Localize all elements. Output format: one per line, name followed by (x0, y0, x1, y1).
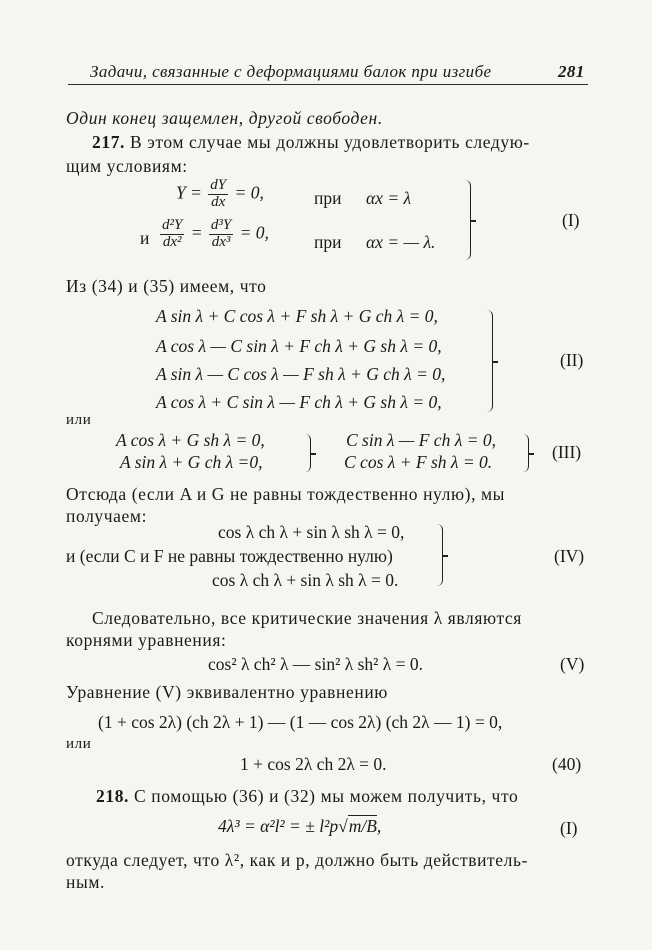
brace-eq-III-right (522, 434, 529, 472)
eq-IV-row1: cos λ ch λ + sin λ sh λ = 0, (218, 522, 405, 542)
equation-I-row1 (176, 178, 264, 211)
label-eq-I-second: (I) (560, 818, 578, 838)
sqrt-argument: m/B (348, 816, 377, 836)
eq-I-row1-cond: αx = λ (366, 188, 412, 208)
label-eq-40: (40) (552, 754, 582, 774)
eq-III-left-row2: A sin λ + G ch λ =0, (120, 452, 263, 472)
text-or-1: или (66, 412, 92, 428)
eq-I-row1-rhs: = 0, (234, 182, 264, 203)
eq-II-row4: A cos λ + C sin λ — F ch λ + G sh λ = 0, (156, 392, 442, 412)
text-or-2: или (66, 736, 92, 752)
paragraph-218-text: С помощью (36) и (32) мы можем получить, что (134, 786, 519, 806)
text-consequently-line2: корнями уравнения: (66, 630, 227, 650)
paragraph-218-line1 (96, 786, 518, 807)
sqrt-sign: √ (338, 816, 348, 836)
eq-I-row2-fraction2 (209, 218, 233, 251)
paragraph-217-line1 (92, 132, 530, 153)
brace-eq-III-left (304, 434, 311, 472)
label-eq-II: (II) (560, 350, 584, 370)
eq-I-second-lhs: 4λ³ = α²l² = ± l²p (218, 816, 339, 836)
text-hence-line1: Отсюда (если A и G не равны тождественно нулю), мы (66, 484, 506, 504)
frac-num: dY (210, 177, 227, 193)
running-title: Задачи, связанные с деформациями балок при изгибе (90, 62, 492, 81)
brace-eq-II (486, 310, 493, 412)
eq-II-row2: A cos λ — C sin λ + F ch λ + G sh λ = 0, (156, 336, 442, 356)
text-from-34-35: Из (34) и (35) имеем, что (66, 276, 267, 296)
problem-number-218: 218. (96, 786, 130, 806)
eq-I-second-suffix: , (376, 816, 382, 836)
eq-I-row1-lhs: Y = (176, 182, 202, 203)
eq-II-row3: A sin λ — C cos λ — F sh λ + G ch λ = 0, (156, 364, 446, 384)
frac-den: dx³ (211, 233, 231, 250)
eq-I-row2-cond: αx = — λ. (366, 232, 436, 252)
eq-I-row1-cond-word: при (314, 188, 342, 208)
eq-I-row2-equals: = (190, 222, 203, 243)
label-eq-III: (III) (552, 442, 582, 462)
frac-den: dx (211, 193, 226, 210)
eq-I-row2-rhs: = 0, (239, 222, 269, 243)
eq-III-right-row2: C cos λ + F sh λ = 0. (344, 452, 493, 472)
problem-number-217: 217. (92, 132, 126, 152)
eq-III-right-row1: C sin λ — F ch λ = 0, (346, 430, 496, 450)
frac-num: d²Y (162, 217, 183, 233)
text-final-line2: ным. (66, 872, 105, 892)
eq-III-left-row1: A cos λ + G sh λ = 0, (116, 430, 265, 450)
eq-I-row2-cond-word: при (314, 232, 342, 252)
brace-eq-I (464, 180, 471, 260)
frac-den: dx² (162, 233, 182, 250)
label-eq-V: (V) (560, 654, 585, 674)
eq-IV-row2: и (если C и F не равны тождественно нулю) (66, 546, 393, 566)
text-hence-line2: получаем: (66, 506, 148, 526)
paragraph-217-line2: щим условиям: (66, 156, 188, 176)
eq-I-second (218, 816, 381, 837)
eq-equivalent: (1 + cos 2λ) (ch 2λ + 1) — (1 — cos 2λ) (ch 2λ — 1) = 0, (98, 712, 503, 732)
section-subtitle: Один конец защемлен, другой свободен. (66, 108, 383, 128)
brace-eq-IV (436, 524, 443, 586)
eq-I-row2-fraction1 (160, 218, 184, 251)
eq-II-row1: A sin λ + C cos λ + F sh λ + G ch λ = 0, (156, 306, 438, 326)
frac-num: d³Y (210, 217, 232, 233)
eq-I-row2-prefix: и (140, 228, 150, 248)
page-number: 281 (558, 62, 585, 81)
equation-I-row2 (158, 218, 269, 251)
eq-V: cos² λ ch² λ — sin² λ sh² λ = 0. (208, 654, 423, 674)
header-rule (68, 84, 588, 85)
eq-IV-row3: cos λ ch λ + sin λ sh λ = 0. (212, 570, 399, 590)
paragraph-217-text: В этом случае мы должны удовлетворить следую- (130, 132, 530, 152)
eq-40: 1 + cos 2λ ch 2λ = 0. (240, 754, 387, 774)
text-equivalent: Уравнение (V) эквивалентно уравнению (66, 682, 388, 702)
label-eq-I: (I) (562, 210, 580, 230)
text-consequently-line1: Следовательно, все критические значения λ являются (92, 608, 522, 628)
text-final-line1: откуда следует, что λ², как и p, должно быть действитель- (66, 850, 529, 870)
eq-I-row1-fraction (208, 178, 228, 211)
label-eq-IV: (IV) (554, 546, 585, 566)
